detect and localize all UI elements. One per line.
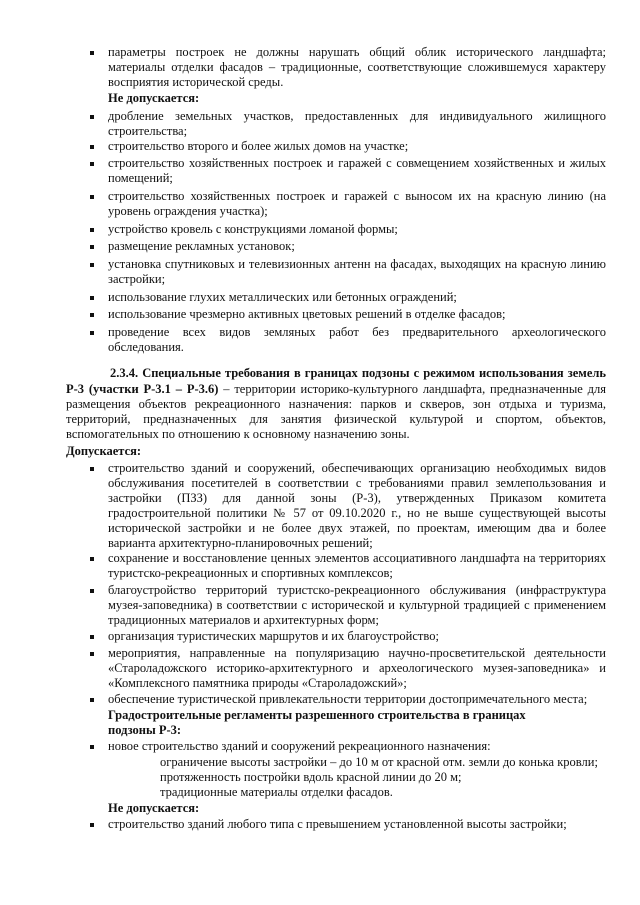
text-line: – территории историко-культурного ландшафта, предназначенные для: [218, 382, 606, 396]
text-line: градостроительной политики № 57 от 09.10.2020 г., но не выше существующей высоты: [108, 506, 606, 520]
text-line: мероприятия, направленные на популяризацию научно-просветительской деятельности: [108, 646, 606, 660]
bullet-marker: [90, 557, 94, 561]
text-line: устройство кровель с конструкциями ломаной формы;: [108, 222, 398, 236]
bullet-marker: [90, 652, 94, 656]
bullet-marker: [90, 296, 94, 300]
text-line: традиционных материалов и архитектурных форм;: [108, 613, 379, 627]
text-line: строительства;: [108, 124, 188, 138]
text-line: установка спутниковых и телевизионных антенн на фасадах, выходящих на красную линию: [108, 257, 606, 271]
text-line: организация туристических маршрутов и их благоустройство;: [108, 629, 439, 643]
subheading-ne-dopuskaetsya: Не допускается:: [108, 801, 200, 815]
bullet-marker: [90, 313, 94, 317]
regulations-heading: Градостроительные регламенты разрешенного строительства в границах: [108, 708, 526, 722]
text-line: обследования.: [108, 340, 184, 354]
text-line: размещения объектов рекреационного назначения: парков и скверов, зон отдыха и туризма,: [66, 397, 606, 411]
text-line: восприятия исторической среды.: [108, 75, 284, 89]
text-line: «Комплексного памятника природы «Староладожский»;: [108, 676, 407, 690]
text-line: обслуживания посетителей в соответствии с требованиями правил землепользования и: [108, 476, 606, 490]
text-line: проведение всех видов земляных работ без предварительного археологического: [108, 325, 606, 339]
text-line: использование глухих металлических или бетонных ограждений;: [108, 290, 457, 304]
text-line: материалы отделки фасадов – традиционные, соответствующие сложившемуся характеру: [108, 60, 606, 74]
text-line: протяженность постройки вдоль красной линии до 20 м;: [160, 770, 462, 784]
bullet-marker: [90, 467, 94, 471]
text-line: строительство зданий и сооружений, обеспечивающих организацию необходимых видов: [108, 461, 606, 475]
bullet-marker: [90, 263, 94, 267]
bullet-marker: [90, 589, 94, 593]
subheading-ne-dopuskaetsya: Не допускается:: [108, 91, 200, 105]
zone-label: Р-3 (участки Р-3.1 – Р-3.6): [66, 382, 219, 396]
text-line: варианта архитектурно-планировочных решений;: [108, 536, 373, 550]
text-line: строительство второго и более жилых домов на участке;: [108, 139, 409, 153]
bullet-marker: [90, 195, 94, 199]
text-line: ограничение высоты застройки – до 10 м от красной отм. земли до конька кровли;: [160, 755, 598, 769]
text-line: использование чрезмерно активных цветовых решений в отделке фасадов;: [108, 307, 506, 321]
bullet-marker: [90, 745, 94, 749]
bullet-marker: [90, 698, 94, 702]
bullet-marker: [90, 145, 94, 149]
text-line: исторической застройки и не более двух этажей, по проектам, имеющим два и более: [108, 521, 606, 535]
text-line: благоустройство территорий туристско-рекреационного обслуживания (инфраструктура: [108, 583, 606, 597]
text-line: дробление земельных участков, предоставленных для индивидуального жилищного: [108, 109, 606, 123]
bullet-marker: [90, 162, 94, 166]
bullet-marker: [90, 228, 94, 232]
subheading-dopuskaetsya: Допускается:: [66, 444, 142, 458]
text-line: вспомогательных по отношению к основному назначению зоны.: [66, 427, 410, 441]
section-heading-continued: [66, 382, 606, 397]
bullet-marker: [90, 115, 94, 119]
text-line: территорий, предназначенных для занятия физической культурой и спортом, объектов,: [66, 412, 606, 426]
text-line: «Староладожского историко-архитектурного и археологического музея-заповедника» и: [108, 661, 606, 675]
text-line: строительство хозяйственных построек и гаражей с совмещением хозяйственных и жилых: [108, 156, 606, 170]
text-line: размещение рекламных установок;: [108, 239, 295, 253]
text-line: обеспечение туристической привлекательности территории достопримечательного места;: [108, 692, 588, 706]
text-line: сохранение и восстановление ценных элементов ассоциативного ландшафта на территориях: [108, 551, 606, 565]
text-line: новое строительство зданий и сооружений рекреационного назначения:: [108, 739, 491, 753]
text-line: музея-заповедника) в соответствии с исторической и культурной традицией с применением: [108, 598, 606, 612]
text-line: помещений;: [108, 171, 173, 185]
bullet-marker: [90, 823, 94, 827]
text-line: строительство зданий любого типа с превышением установленной высоты застройки;: [108, 817, 567, 831]
bullet-marker: [90, 51, 94, 55]
bullet-marker: [90, 331, 94, 335]
text-line: параметры построек не должны нарушать общий облик исторического ландшафта;: [108, 45, 606, 59]
text-line: застройки (ПЗЗ) для данной зоны (Р-3), утвержденных Приказом комитета: [108, 491, 606, 505]
text-line: традиционные материалы отделки фасадов.: [160, 785, 393, 799]
text-line: строительство хозяйственных построек и гаражей с выносом их на красную линию (на: [108, 189, 606, 203]
text-line: уровень ограждения участка);: [108, 204, 268, 218]
section-heading: 2.3.4. Специальные требования в границах подзоны с режимом использования земель: [110, 366, 606, 380]
regulations-heading-continued: подзоны Р-3:: [108, 723, 182, 737]
bullet-marker: [90, 245, 94, 249]
text-line: застройки;: [108, 272, 166, 286]
text-line: туристско-рекреационных и спортивных комплексов;: [108, 566, 393, 580]
bullet-marker: [90, 635, 94, 639]
